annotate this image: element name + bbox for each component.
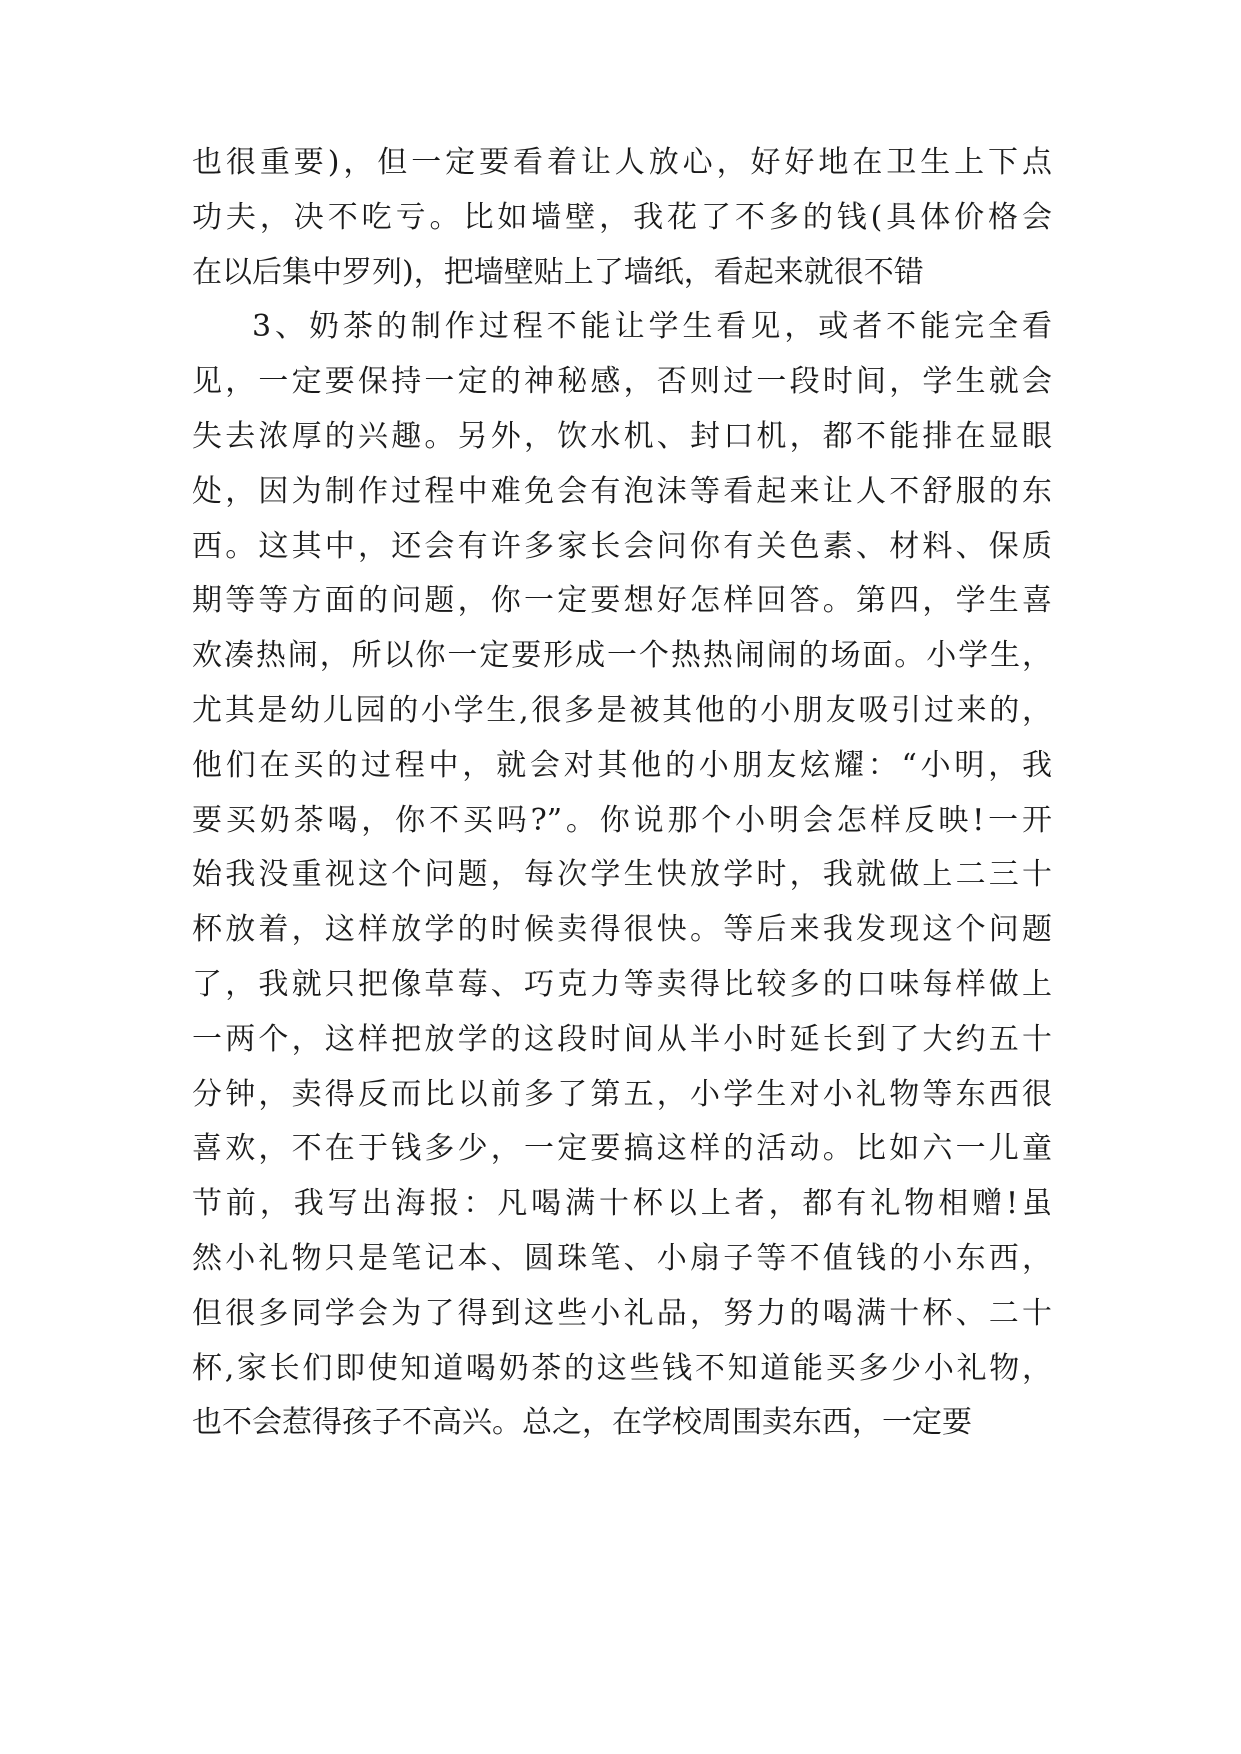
body-text	[192, 136, 1052, 1451]
paragraph-first-line: 3、奶茶的制作过程不能让学生看见，或者不能完全看	[252, 309, 1052, 345]
text-line: 期等等方面的问题，你一定要想好怎样回答。第四，学生喜	[192, 583, 1052, 619]
text-line: 始我没重视这个问题，每次学生快放学时，我就做上二三十	[192, 857, 1052, 893]
text-line: 杯,家长们即使知道喝奶茶的这些钱不知道能买多少小礼物，	[192, 1350, 1052, 1386]
text-line: 节前，我写出海报：凡喝满十杯以上者，都有礼物相赠!虽	[192, 1186, 1052, 1222]
text-line: 处，因为制作过程中难免会有泡沫等看起来让人不舒服的东	[192, 473, 1052, 509]
text-line: 他们在买的过程中，就会对其他的小朋友炫耀：“小明，我	[192, 747, 1052, 783]
text-line: 在以后集中罗列)，把墙壁贴上了墙纸，看起来就很不错	[192, 254, 924, 290]
text-line: 喜欢，不在于钱多少，一定要搞这样的活动。比如六一儿童	[192, 1131, 1052, 1167]
text-line: 分钟，卖得反而比以前多了第五，小学生对小礼物等东西很	[192, 1076, 1052, 1112]
text-line: 杯放着，这样放学的时候卖得很快。等后来我发现这个问题	[192, 912, 1052, 948]
text-line: 一两个，这样把放学的这段时间从半小时延长到了大约五十	[192, 1021, 1052, 1057]
text-line: 见，一定要保持一定的神秘感，否则过一段时间，学生就会	[192, 364, 1052, 400]
text-line: 功夫，决不吃亏。比如墙壁，我花了不多的钱(具体价格会	[192, 199, 1052, 235]
text-line: 也很重要)，但一定要看着让人放心，好好地在卫生上下点	[192, 145, 1052, 180]
text-line: 尤其是幼儿园的小学生,很多是被其他的小朋友吸引过来的，	[192, 692, 1052, 728]
text-line: 西。这其中，还会有许多家长会问你有关色素、材料、保质	[192, 528, 1052, 564]
text-line: 但很多同学会为了得到这些小礼品，努力的喝满十杯、二十	[192, 1295, 1052, 1331]
text-line: 了，我就只把像草莓、巧克力等卖得比较多的口味每样做上	[192, 966, 1052, 1002]
text-line: 失去浓厚的兴趣。另外，饮水机、封口机，都不能排在显眼	[192, 418, 1052, 454]
text-line: 欢凑热闹，所以你一定要形成一个热热闹闹的场面。小学生，	[192, 638, 1052, 674]
text-line: 然小礼物只是笔记本、圆珠笔、小扇子等不值钱的小东西，	[192, 1240, 1052, 1276]
text-line: 要买奶茶喝，你不买吗?”。你说那个小明会怎样反映!一开	[192, 802, 1052, 838]
text-line: 也不会惹得孩子不高兴。总之，在学校周围卖东西，一定要	[192, 1405, 972, 1441]
